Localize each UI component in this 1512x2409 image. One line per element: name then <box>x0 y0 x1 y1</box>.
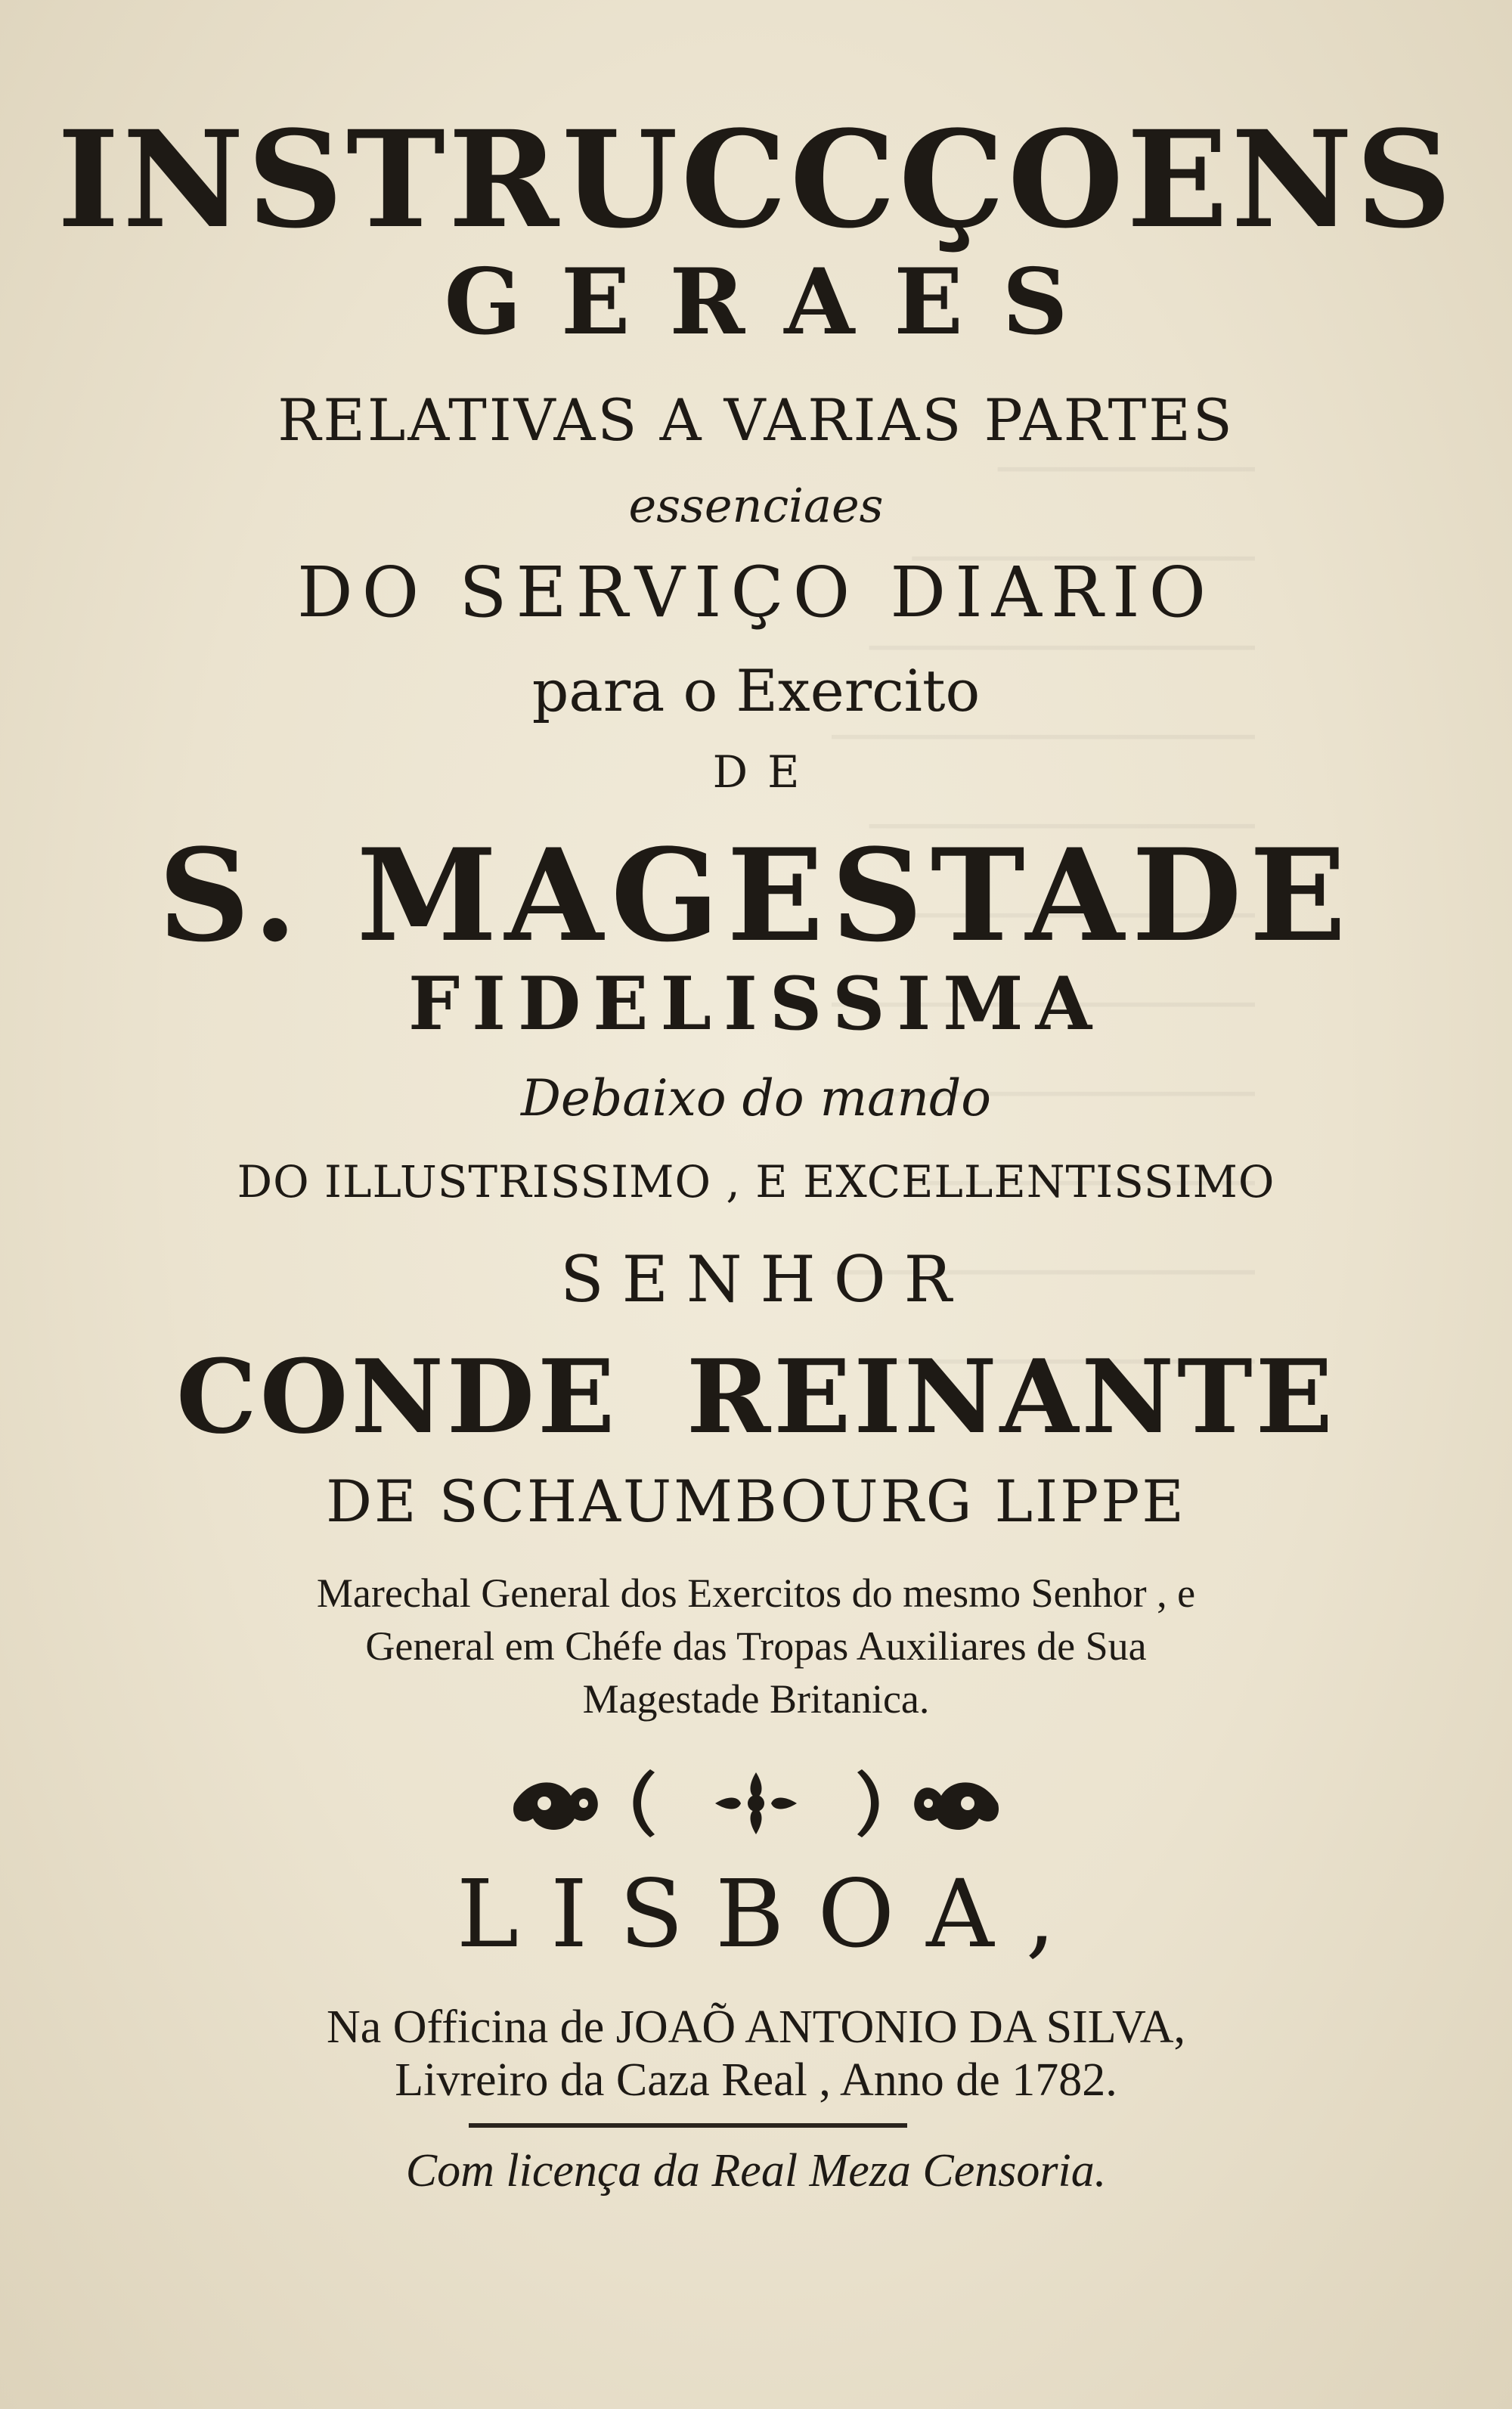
debaixo-line: Debaixo do mando <box>520 1069 991 1127</box>
divider-rule <box>469 2123 907 2128</box>
cross-icon <box>715 1772 797 1834</box>
licence-line: Com licença da Real Meza Censoria. <box>405 2145 1107 2197</box>
left-flourish-icon <box>513 1782 598 1830</box>
fidelissima-heading: FIDELISSIMA <box>407 961 1105 1046</box>
imprint-officina: Na Officina de JOAÕ ANTONIO DA SILVA, <box>326 2001 1186 2053</box>
magestade-heading: S. MAGESTADE <box>158 820 1354 970</box>
imprint-livreiro: Livreiro da Caza Real , Anno de 1782. <box>395 2054 1117 2106</box>
marechal-line-1: Marechal General dos Exercitos do mesmo Senhor , e <box>316 1570 1196 1616</box>
marechal-line-2: General em Chéfe das Tropas Auxiliares de Sua <box>365 1623 1147 1669</box>
left-bracket-icon <box>634 1769 655 1837</box>
title-line-1: INSTRUCCÇOENS <box>57 101 1455 258</box>
subtitle-de: DE <box>712 746 820 798</box>
subtitle-para: para o Exercito <box>531 657 981 724</box>
right-bracket-icon <box>857 1769 879 1837</box>
subtitle-servico: DO SERVIÇO DIARIO <box>296 552 1216 633</box>
conde-heading: CONDE REINANTE <box>176 1337 1336 1456</box>
marechal-line-3: Magestade Britanica. <box>582 1676 930 1722</box>
schaumbourg-line: DE SCHAUMBOURG LIPPE <box>326 1468 1186 1535</box>
subtitle-essenciaes: essenciaes <box>628 478 884 533</box>
subtitle-relativas: RELATIVAS A VARIAS PARTES <box>277 386 1235 454</box>
right-flourish-icon <box>914 1782 999 1830</box>
imprint-place: LISBOA, <box>456 1860 1088 1969</box>
illustrissimo-line: DO ILLUSTRISSIMO , E EXCELLENTISSIMO <box>237 1156 1275 1208</box>
title-line-2: GERAES <box>444 249 1108 355</box>
senhor-line: SENHOR <box>560 1242 970 1316</box>
printers-ornament <box>499 1762 1013 1845</box>
